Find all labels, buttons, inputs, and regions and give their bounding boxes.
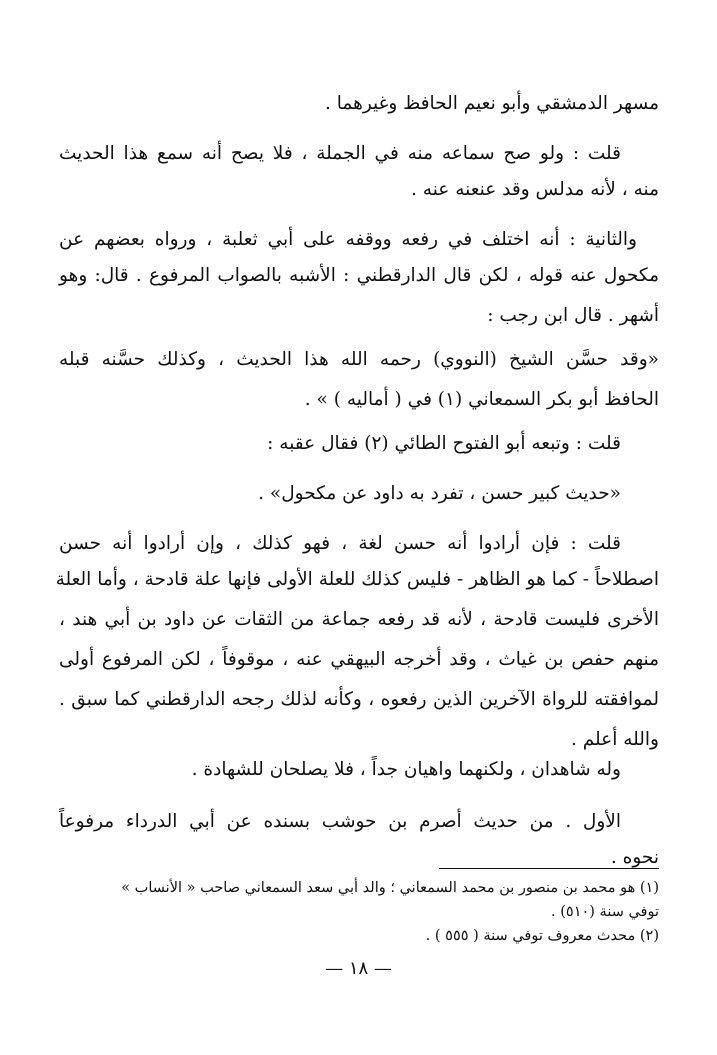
text-line: «حديث كبير حسن ، تفرد به داود عن مكحول» . xyxy=(258,483,621,504)
paragraph xyxy=(59,84,659,124)
quotation xyxy=(59,340,659,420)
text-line: قلت : وتبعه أبو الفتوح الطائي (٢) فقال عقبه : xyxy=(267,433,621,454)
text-line: اصطلاحاً - كما هو الظاهر - فليس كذلك للعلة الأولى فإنها علة قادحة ، وأما العلة xyxy=(55,569,659,590)
footnote-line: توفي سنة (٥١٠) . xyxy=(551,904,659,920)
paragraph xyxy=(59,750,621,790)
text-line: والله أعلم . xyxy=(570,729,659,750)
text-line: مسهر الدمشقي وأبو نعيم الحافظ وغيرهما . xyxy=(325,93,659,114)
quotation xyxy=(59,474,621,514)
text-line: وله شاهدان ، ولكنهما واهيان جداً ، فلا يصلحان للشهادة . xyxy=(191,759,621,780)
text-line: الأول . من حديث أصرم بن حوشب بسنده عن أبي الدرداء مرفوعاً xyxy=(59,811,621,832)
paragraph xyxy=(59,424,621,464)
text-line: الأخرى فليست قادحة ، لأنه قد رفعه جماعة من الثقات عن داود بن أبي هند ، xyxy=(59,609,659,630)
text-line: قلت : فإن أرادوا أنه حسن لغة ، فهو كذلك ، وإن أرادوا أنه حسن xyxy=(59,533,621,554)
text-line: لموافقته للرواة الآخرين الذين رفعوه ، وكأنه لذلك رجحه الدارقطني كما سبق . xyxy=(59,689,659,710)
page-number: — ١٨ — xyxy=(325,958,392,979)
paragraph xyxy=(59,220,637,260)
paragraph xyxy=(59,134,621,174)
paragraph-continuation xyxy=(55,560,659,760)
footnote-line: (١) هو محمد بن منصور بن محمد السمعاني ؛ والد أبي سعد السمعاني صاحب « الأنساب » xyxy=(121,880,659,896)
text-line: الحافظ أبو بكر السمعاني (١) في ( أماليه ) » . xyxy=(304,389,659,410)
text-line: منهم حفص بن غياث ، وقد أخرجه البيهقي عنه ، موقوفاً ، لكن المرفوع أولى xyxy=(59,649,659,670)
paragraph-continuation xyxy=(59,838,659,878)
text-line: أشهر . قال ابن رجب : xyxy=(487,305,659,326)
paragraph-continuation xyxy=(59,256,659,336)
text-line: نحوه . xyxy=(610,847,659,868)
paragraph xyxy=(59,802,621,842)
footnote-line: (٢) محدث معروف توفي سنة ( ٥٥٥ ) . xyxy=(425,928,659,944)
text-line: مكحول عنه قوله ، لكن قال الدارقطني : الأشبه بالصواب المرفوع . قال: وهو xyxy=(59,265,659,286)
text-line: «وقد حسَّن الشيخ (النووي) رحمه الله هذا الحديث ، وكذلك حسَّنه قبله xyxy=(59,349,659,370)
paragraph xyxy=(59,524,621,564)
text-line: قلت : ولو صح سماعه منه في الجملة ، فلا يصح أنه سمع هذا الحديث xyxy=(59,143,621,164)
paragraph-continuation xyxy=(59,170,659,210)
footnote-separator xyxy=(439,868,659,869)
text-line: والثانية : أنه اختلف في رفعه ووقفه على أبي ثعلبة ، ورواه بعضهم عن xyxy=(59,229,637,250)
footnotes xyxy=(59,876,659,948)
text-line: منه ، لأنه مدلس وقد عنعنه عنه . xyxy=(411,179,659,200)
